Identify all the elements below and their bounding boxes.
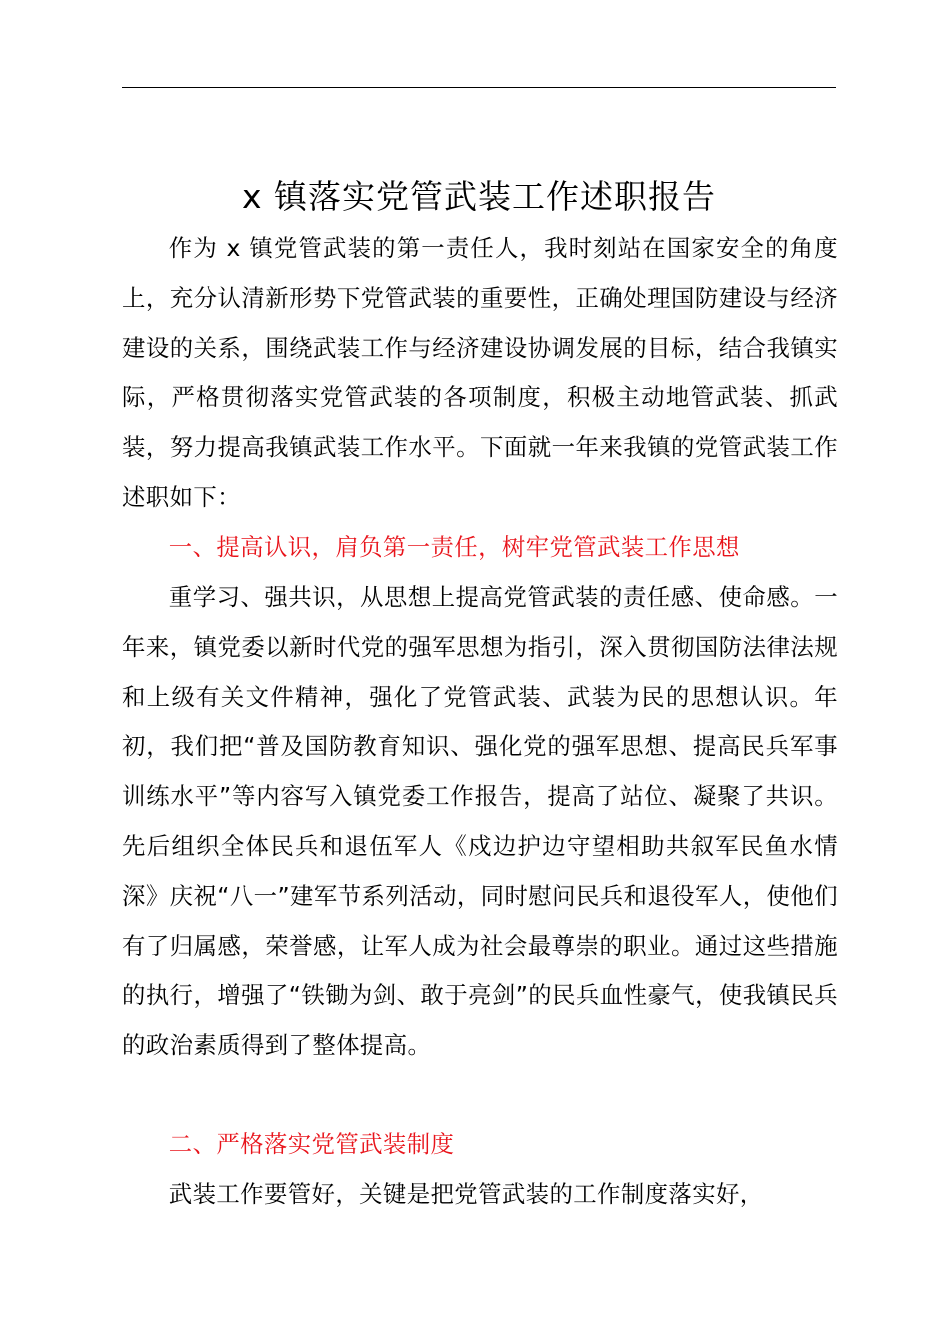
- header-rule: [122, 87, 836, 88]
- section-1-heading: 一、提高认识，肩负第一责任，树牢党管武装工作思想: [168, 533, 740, 561]
- section-2-paragraph: 武装工作要管好，关键是把党管武装的工作制度落实好，: [168, 1180, 764, 1208]
- intro-paragraph: 作为 x 镇党管武装的第一责任人，我时刻站在国家安全的角度上，充分认清新形势下党管武装的重要性，正确处理国防建设与经济建设的关系，围绕武装工作与经济建设协调发展的目标，结合我镇实际，严格贯彻落实党管武装的各项制度，积极主动地管武装、抓武装，努力提高我镇武装工作水平。下面就一年来我镇的党管武装工作述职如下：: [122, 234, 838, 511]
- document-title: x 镇落实党管武装工作述职报告: [241, 177, 717, 217]
- section-1-paragraph: 重学习、强共识，从思想上提高党管武装的责任感、使命感。一年来，镇党委以新时代党的强军思想为指引，深入贯彻国防法律法规和上级有关文件精神，强化了党管武装、武装为民的思想认识。年初，我们把“普及国防教育知识、强化党的强军思想、提高民兵军事训练水平”等内容写入镇党委工作报告，提高了站位、凝聚了共识。先后组织全体民兵和退伍军人《戍边护边守望相助共叙军民鱼水情深》庆祝“八一”建军节系列活动，同时慰问民兵和退役军人，使他们有了归属感，荣誉感，让军人成为社会最尊崇的职业。通过这些措施的执行，增强了“铁锄为剑、敢于亮剑”的民兵血性豪气，使我镇民兵的政治素质得到了整体提高。: [122, 583, 838, 1060]
- section-2-heading: 二、严格落实党管武装制度: [168, 1130, 455, 1158]
